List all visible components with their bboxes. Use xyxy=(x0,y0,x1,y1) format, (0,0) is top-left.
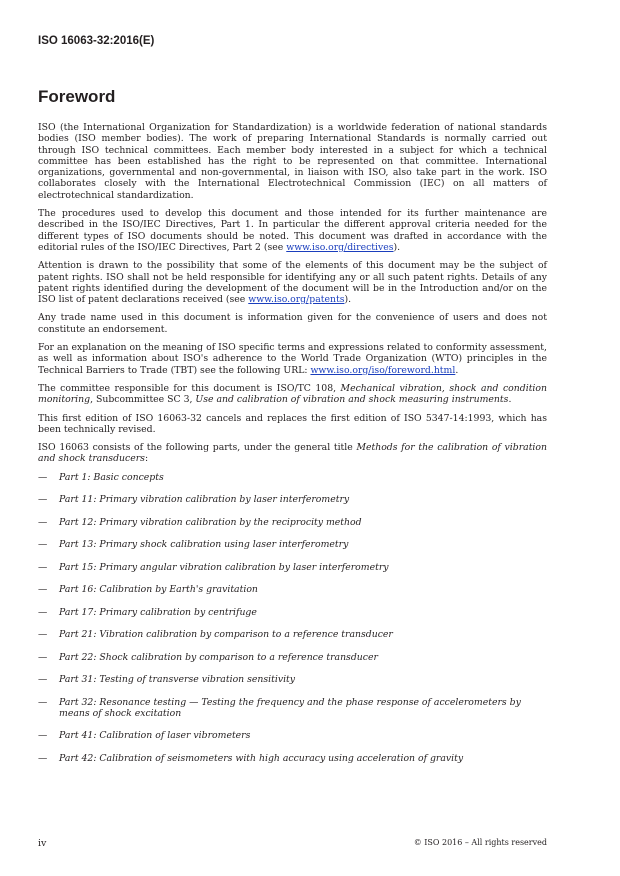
paragraph-procedures xyxy=(38,208,547,253)
page-number: iv xyxy=(38,838,47,849)
paragraph-committee xyxy=(38,383,547,406)
paragraph-text: For an explanation on the meaning of ISO specific terms and expressions related to conformity assessment, as well as information about ISO's adherence to the World Trade Organization (WTO) principles in the Technical Barriers to Trade (TBT) see the following URL: xyxy=(38,342,547,376)
paragraph-trade-name: Any trade name used in this document is information given for the convenience of users and does not constitute an endorsement. xyxy=(38,312,547,335)
page-footer xyxy=(38,838,547,849)
list-item xyxy=(38,562,547,573)
paragraph-text: The procedures used to develop this document and those intended for its further maintenance are described in the ISO/IEC Directives, Part 1. In particular the different approval criteria needed for the different types of ISO documents should be noted. This document was drafted in accordance with the editorial rules of the ISO/IEC Directives, Part 2 (see xyxy=(38,208,547,253)
list-item xyxy=(38,584,547,595)
paragraph-edition: This first edition of ISO 16063-32 cancels and replaces the first edition of ISO 5347-14:1993, which has been technically revised. xyxy=(38,412,547,435)
part-title: Part 41: Calibration of laser vibrometers xyxy=(59,730,251,742)
dash-bullet: — xyxy=(38,494,48,506)
part-title: Part 1: Basic concepts xyxy=(59,471,164,483)
paragraph-conformity xyxy=(38,342,547,376)
general-title: Methods for the calibration of vibration and shock transducers xyxy=(38,442,547,465)
paragraph-iso-intro: ISO (the International Organization for Standardization) is a worldwide federation of national standards bodies (ISO member bodies). The work of preparing International Standards is normally carried out through ISO technical committees. Each member body interested in a subject for which a technical committee has been established has the right to be represented on that committee. International organizations, governmental and non-governmental, in liaison with ISO, also take part in the work. ISO collaborates closely with the International Electrotechnical Commission (IEC) on all matters of electrotechnical standardization. xyxy=(38,122,547,201)
committee-title: Mechanical vibration, shock and condition monitoring xyxy=(38,382,547,406)
paragraph-text: ). xyxy=(344,294,352,306)
paragraph-patents xyxy=(38,260,547,305)
paragraph-text: , Subcommittee SC 3, xyxy=(90,394,196,406)
list-item xyxy=(38,730,547,741)
part-title: Part 12: Primary vibration calibration by the reciprocity method xyxy=(59,516,362,528)
list-item xyxy=(38,539,547,550)
dash-bullet: — xyxy=(38,651,48,663)
directives-link[interactable]: www.iso.org/directives xyxy=(286,241,394,253)
paragraph-parts-intro xyxy=(38,442,547,465)
list-item xyxy=(38,629,547,640)
dash-bullet: — xyxy=(38,606,48,618)
list-item xyxy=(38,607,547,618)
part-title: Part 31: Testing of transverse vibration sensitivity xyxy=(59,674,296,686)
foreword-body xyxy=(38,122,547,775)
dash-bullet: — xyxy=(38,516,48,528)
foreword-link[interactable]: www.iso.org/iso/foreword.html xyxy=(310,364,456,376)
part-title: Part 42: Calibration of seismometers with high accuracy using acceleration of gravity xyxy=(59,752,464,764)
dash-bullet: — xyxy=(38,629,48,641)
list-item xyxy=(38,674,547,685)
paragraph-text: . xyxy=(455,364,459,376)
document-id-header: ISO 16063-32:2016(E) xyxy=(38,35,155,47)
paragraph-text: The committee responsible for this document is ISO/TC 108, xyxy=(38,382,341,394)
paragraph-text: : xyxy=(144,453,149,465)
part-title: Part 32: Resonance testing — Testing the frequency and the phase response of accelerometers by means of shock excitation xyxy=(59,696,521,719)
list-item xyxy=(38,472,547,483)
list-item xyxy=(38,753,547,764)
dash-bullet: — xyxy=(38,730,48,742)
part-title: Part 17: Primary calibration by centrifuge xyxy=(59,606,257,618)
dash-bullet: — xyxy=(38,561,48,573)
list-item xyxy=(38,517,547,528)
dash-bullet: — xyxy=(38,584,48,596)
part-title: Part 21: Vibration calibration by comparison to a reference transducer xyxy=(59,629,393,641)
parts-list xyxy=(38,472,547,764)
dash-bullet: — xyxy=(38,752,48,764)
dash-bullet: — xyxy=(38,471,48,483)
list-item xyxy=(38,697,547,720)
part-title: Part 22: Shock calibration by comparison to a reference transducer xyxy=(59,651,378,663)
dash-bullet: — xyxy=(38,674,48,686)
list-item xyxy=(38,652,547,663)
patents-link[interactable]: www.iso.org/patents xyxy=(248,294,345,306)
copyright-notice: © ISO 2016 – All rights reserved xyxy=(413,838,547,847)
subcommittee-title: Use and calibration of vibration and shock measuring instruments xyxy=(195,394,509,406)
dash-bullet: — xyxy=(38,696,48,708)
list-item xyxy=(38,494,547,505)
page-title: Foreword xyxy=(38,87,116,106)
paragraph-text: . xyxy=(508,394,512,406)
part-title: Part 11: Primary vibration calibration by laser interferometry xyxy=(59,494,350,506)
dash-bullet: — xyxy=(38,539,48,551)
part-title: Part 13: Primary shock calibration using laser interferometry xyxy=(59,539,349,551)
paragraph-text: ). xyxy=(393,241,401,253)
part-title: Part 16: Calibration by Earth's gravitation xyxy=(59,584,258,596)
paragraph-text: ISO 16063 consists of the following parts, under the general title xyxy=(38,442,357,454)
paragraph-text: Attention is drawn to the possibility that some of the elements of this document may be the subject of patent rights. ISO shall not be held responsible for identifying any or all such patent rights. Details of any patent rights identified during the development of the document will be in the Introduction and/or on the ISO list of patent declarations received (see xyxy=(38,260,547,306)
part-title: Part 15: Primary angular vibration calibration by laser interferometry xyxy=(59,561,389,573)
